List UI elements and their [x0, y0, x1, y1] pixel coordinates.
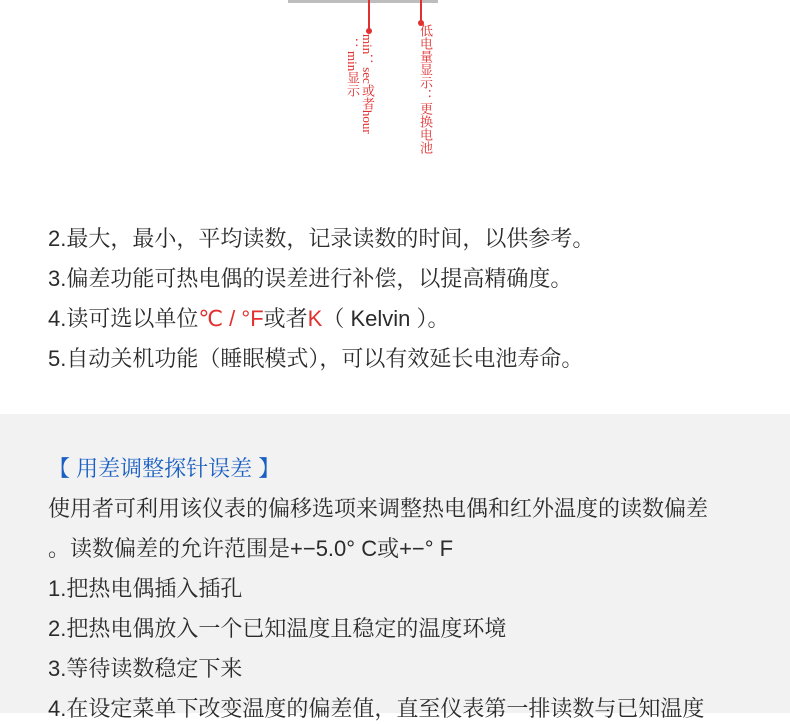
label-low-battery: 低电量显示：更换电池: [418, 24, 433, 154]
calibration-section: [0, 414, 790, 721]
feature-item-4-units: ℃ / °F: [198, 306, 264, 331]
leader-line-low-battery: [420, 0, 422, 22]
feature-item-4-mid: 或者: [263, 306, 308, 331]
feature-item-4-prefix: 4.读可选以单位: [48, 306, 199, 331]
calibration-heading: 【 用差调整探针误差 】: [48, 456, 281, 481]
calibration-intro-line2: 。读数偏差的允许范围是+−5.0° C或+−° F: [48, 536, 454, 561]
calibration-step-1: 1.把热电偶插入插孔: [48, 576, 243, 601]
feature-item-3: 3.偏差功能可热电偶的误差进行补偿，以提高精确度。: [48, 266, 573, 291]
feature-item-4-suffix: （ Kelvin ）。: [322, 306, 450, 331]
calibration-step-2: 2.把热电偶放入一个已知温度且稳定的温度环境: [48, 616, 507, 641]
calibration-intro-line1: 使用者可利用该仪表的偏移选项来调整热电偶和红外温度的读数偏差: [48, 496, 709, 521]
feature-item-4-kelvin-symbol: K: [307, 306, 323, 331]
feature-item-2: 2.最大，最小，平均读数，记录读数的时间，以供参考。: [48, 226, 595, 251]
label-min-sec-line2: ：min显示: [345, 38, 360, 98]
calibration-step-3: 3.等待读数稳定下来: [48, 656, 243, 681]
leader-line-min-sec: [368, 0, 370, 30]
feature-item-5: 5.自动关机功能（睡眠模式），可以有效延长电池寿命。: [48, 346, 584, 371]
label-min-sec-line1: min：sec或者hour: [360, 34, 375, 134]
device-bottom-edge: [288, 0, 438, 3]
feature-item-4: [48, 304, 450, 334]
calibration-step-4: 4.在设定菜单下改变温度的偏差值，直至仪表第一排读数与已知温度: [48, 696, 705, 721]
